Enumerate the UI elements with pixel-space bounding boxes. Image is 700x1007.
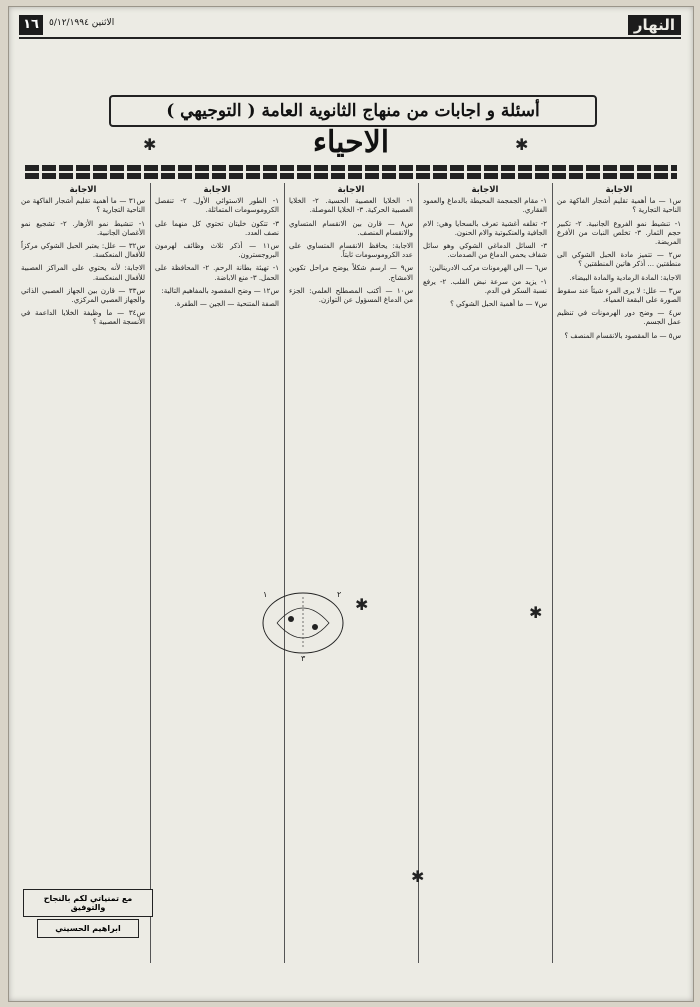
author-name: ابراهيم الحسيني — [37, 919, 139, 938]
paragraph: ١- تهيئة بطانة الرحم. ٢- المحافظة على الحمل. ٣- منع الاباضة. — [155, 264, 279, 282]
column-heading: الاجابة — [69, 185, 97, 195]
paragraph: ١- تنشيط نمو الأزهار. ٢- تشجيع نمو الأغصان الجانبية. — [21, 219, 145, 237]
paragraph: س٣ — علل: لا يرى المرء شيئاً عند سقوط الصورة على البقعة العمياء. — [557, 286, 681, 305]
figure-label: ١ — [263, 590, 268, 599]
column-heading: الاجابة — [203, 185, 231, 195]
divider — [25, 165, 677, 171]
newspaper-page — [8, 6, 694, 1002]
paragraph: س٦ — الى الهرمونات مركب الادرينالين: — [429, 264, 547, 273]
column-heading: الاجابة — [471, 185, 499, 195]
paragraph: س٣٢ — علل: يعتبر الحبل الشوكي مركزاً للأفعال المنعكسة. — [21, 242, 145, 260]
column-rule — [150, 183, 151, 963]
star-icon: ✱ — [529, 603, 543, 622]
paragraph: س٧ — ما أهمية الحبل الشوكي ؟ — [450, 300, 547, 309]
closing-wishes: مع تمنياتي لكم بالنجاح والتوفيق — [23, 889, 153, 917]
paragraph: ١- الخلايا العصبية الحسية. ٢- الخلايا العصبية الحركية. ٣- الخلايا الموصلة. — [289, 197, 413, 215]
column-heading: الاجابة — [337, 185, 365, 195]
page-number: ١٦ — [19, 15, 43, 35]
paragraph: س٣١ — ما أهمية تقليم أشجار الفاكهة من الناحية التجارية ؟ — [21, 197, 145, 215]
figure-label: ٣ — [301, 654, 306, 663]
column-rule — [418, 183, 419, 963]
paragraph: س٤ — وضح دور الهرمونات في تنظيم عمل الجسم. — [557, 309, 681, 327]
issue-date: الاثنين ٥/١٢/١٩٩٤ — [49, 18, 115, 28]
column-2 — [423, 183, 547, 947]
cell-division-diagram — [257, 583, 349, 663]
column-5 — [21, 183, 145, 873]
paragraph: ١- تنشيط نمو الفروع الجانبية. ٢- تكبير حجم الثمار. ٣- تخلص النبات من الأفرع المريضة. — [557, 219, 681, 247]
newspaper-logo: النهار — [628, 15, 681, 35]
paragraph: س١ — ما أهمية تقليم أشجار الفاكهة من الناحية التجارية ؟ — [557, 197, 681, 215]
star-icon: ✱ — [515, 135, 529, 154]
paragraph: ٣- تتكون خليتان تحتوي كل منهما على نصف العدد. — [155, 219, 279, 237]
paragraph: ١- يزيد من سرعة نبض القلب. ٢- يرفع نسبة السكر في الدم. — [423, 277, 547, 295]
paragraph: س٢ — تتميز مادة الحبل الشوكي الى منطقتين ... أذكر هاتين المنطقتين ؟ — [557, 251, 681, 269]
paragraph: الاجابة: لأنه يحتوي على المراكز العصبية للأفعال المنعكسة. — [21, 264, 145, 282]
column-rule — [552, 183, 553, 963]
divider — [25, 173, 677, 179]
column-heading: الاجابة — [605, 185, 633, 195]
paragraph: الاجابة: يحافظ الانقسام المتساوي على عدد الكروموسومات ثابتاً. — [289, 242, 413, 260]
star-icon: ✱ — [355, 595, 369, 614]
paragraph: س٣٤ — ما وظيفة الخلايا الداعمة في الأنسجة العصبية ؟ — [21, 309, 145, 327]
star-icon: ✱ — [143, 135, 157, 154]
page-title: أسئلة و اجابات من منهاج الثانوية العامة ( التوجيهي ) — [109, 95, 597, 127]
paragraph: ٢- تغلفه أغشية تعرف بالسحايا وهي: الام الجافية والعنكبوتية والام الحنون. — [423, 219, 547, 237]
paragraph: س٩ — ارسم شكلاً يوضح مراحل تكوين الامشاج. — [289, 264, 413, 282]
column-1 — [557, 183, 681, 947]
paragraph: س١٢ — وضح المقصود بالمفاهيم التالية: — [161, 286, 279, 295]
figure-label: ٢ — [337, 590, 342, 599]
star-icon: ✱ — [411, 867, 425, 886]
paragraph: ١- مقام الجمجمة المحيطة بالدماغ والعمود الفقاري. — [423, 197, 547, 215]
paragraph: ٣- السائل الدماغي الشوكي وهو سائل شفاف يحمي الدماغ من الصدمات. — [423, 242, 547, 260]
paragraph: س١١ — أذكر ثلاث وظائف لهرمون البروجسترون. — [155, 242, 279, 260]
page-header — [19, 15, 681, 39]
subject-heading: الاحياء — [312, 125, 390, 160]
paragraph: ١- الطور الاستوائي الأول. ٢- تنفصل الكروموسومات المتماثلة. — [155, 197, 279, 215]
column-4 — [155, 183, 279, 947]
column-3 — [289, 183, 413, 947]
column-rule — [284, 183, 285, 963]
paragraph: س٥ — ما المقصود بالانقسام المنصف ؟ — [564, 331, 681, 340]
paragraph: الاجابة: المادة الرمادية والمادة البيضاء. — [569, 273, 681, 282]
paragraph: الصفة المتنحية — الجين — الطفرة. — [174, 300, 279, 309]
paragraph: س٣٣ — قارن بين الجهاز العصبي الذاتي والجهاز العصبي المركزي. — [21, 286, 145, 305]
paragraph: س٨ — قارن بين الانقسام المتساوي والانقسام المنصف. — [289, 219, 413, 237]
paragraph: س١٠ — أكتب المصطلح العلمي: الجزء من الدماغ المسؤول عن التوازن. — [289, 286, 413, 305]
